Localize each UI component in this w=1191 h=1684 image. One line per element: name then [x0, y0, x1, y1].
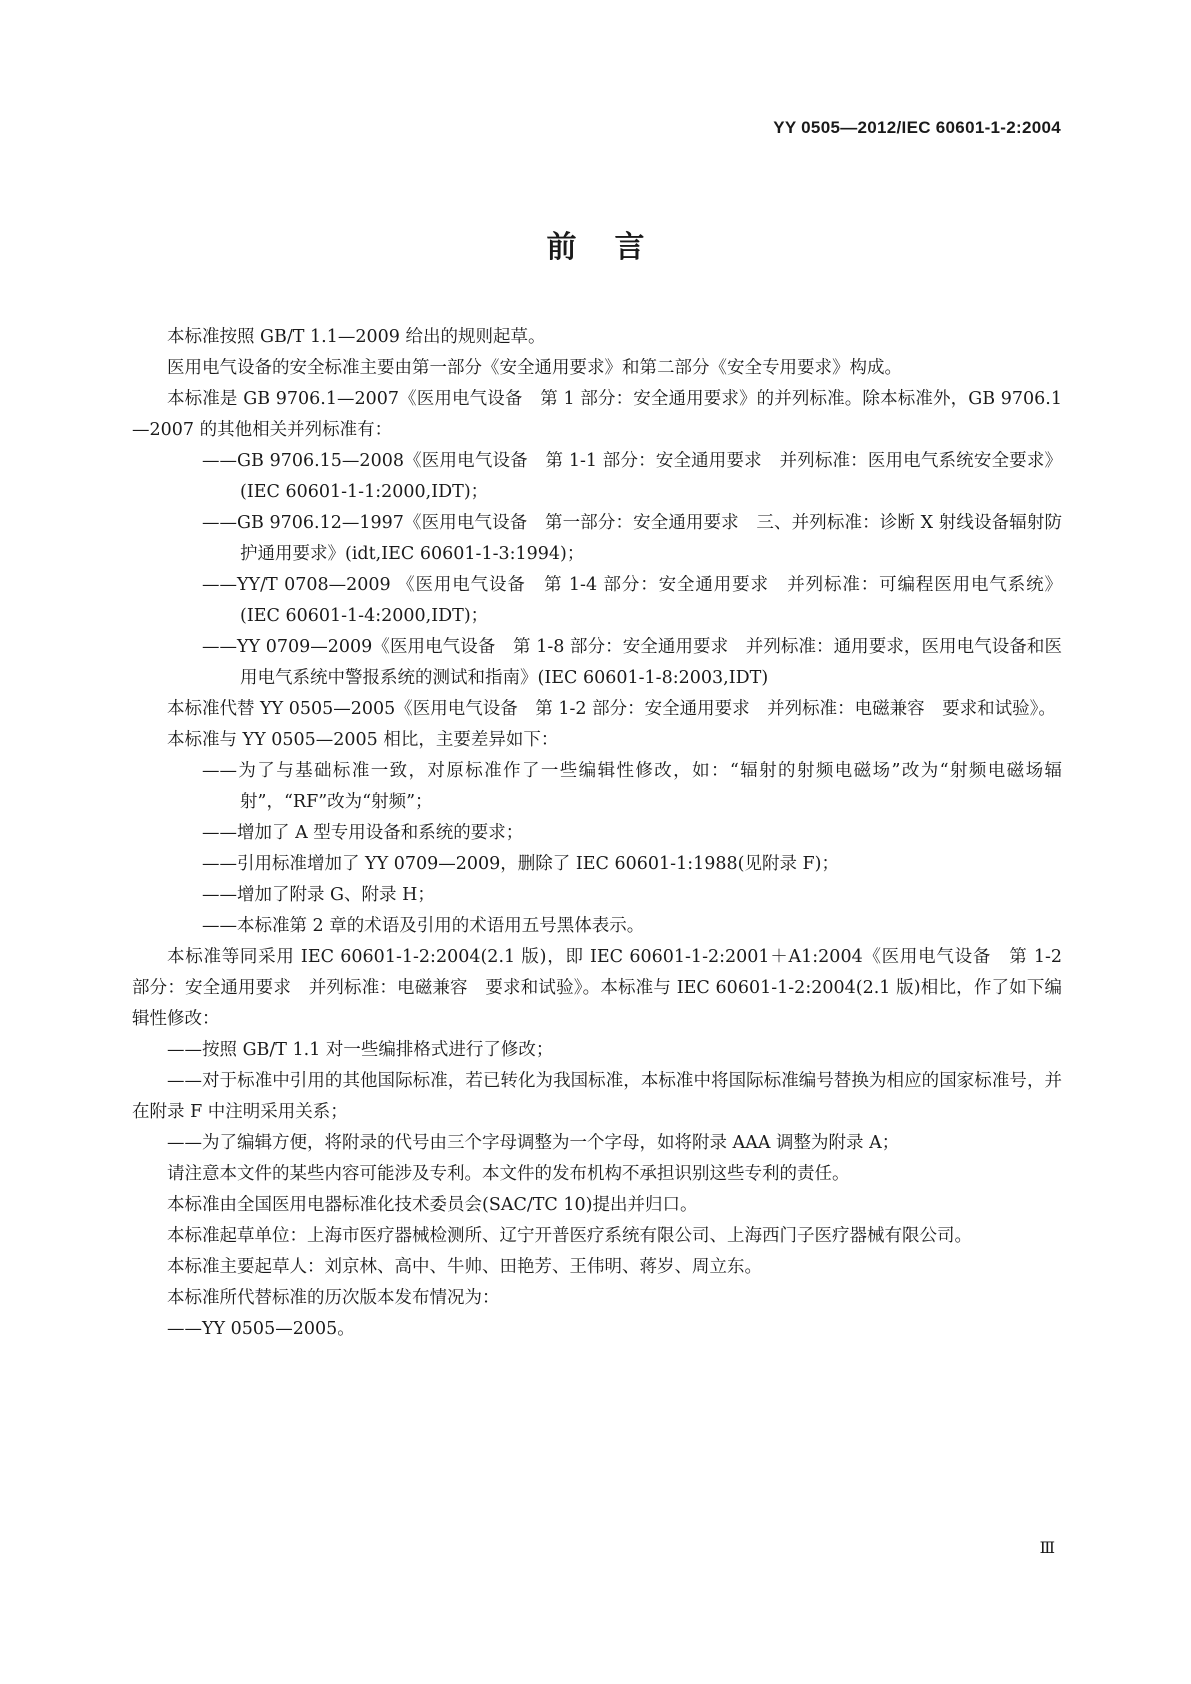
paragraph: 本标准是 GB 9706.1—2007《医用电气设备 第 1 部分：安全通用要求》的并列标准。除本标准外，GB 9706.1—2007 的其他相关并列标准有：	[132, 389, 1062, 440]
document-body	[132, 322, 1062, 1345]
paragraph: ——对于标准中引用的其他国际标准，若已转化为我国标准，本标准中将国际标准编号替换为相应的国家标准号，并在附录 F 中注明采用关系；	[132, 1071, 1062, 1122]
paragraph: 本标准代替 YY 0505—2005《医用电气设备 第 1-2 部分：安全通用要求 并列标准：电磁兼容 要求和试验》。	[167, 699, 1056, 719]
paragraph: 本标准按照 GB/T 1.1—2009 给出的规则起草。	[167, 327, 546, 347]
list-item: ——增加了 A 型专用设备和系统的要求；	[202, 823, 524, 843]
page-number: Ⅲ	[1039, 1538, 1055, 1557]
list-item: ——GB 9706.12—1997《医用电气设备 第一部分：安全通用要求 三、并列标准：诊断 X 射线设备辐射防护通用要求》(idt,IEC 60601-1-3:1994)；	[202, 513, 1062, 564]
paragraph: 本标准主要起草人：刘京林、高中、牛帅、田艳芳、王伟明、蒋岁、周立东。	[167, 1257, 762, 1277]
list-item: ——YY/T 0708—2009 《医用电气设备 第 1-4 部分：安全通用要求 并列标准：可编程医用电气系统》(IEC 60601-1-4:2000,IDT)；	[202, 575, 1062, 626]
paragraph: 本标准起草单位：上海市医疗器械检测所、辽宁开普医疗系统有限公司、上海西门子医疗器械有限公司。	[167, 1226, 972, 1246]
paragraph: 请注意本文件的某些内容可能涉及专利。本文件的发布机构不承担识别这些专利的责任。	[167, 1164, 850, 1184]
list-item: ——为了与基础标准一致，对原标准作了一些编辑性修改，如：“辐射的射频电磁场”改为“射频电磁场辐射”，“RF”改为“射频”；	[202, 761, 1062, 812]
paragraph: 本标准由全国医用电器标准化技术委员会(SAC/TC 10)提出并归口。	[167, 1195, 698, 1215]
paragraph: 本标准等同采用 IEC 60601-1-2:2004(2.1 版)，即 IEC 60601-1-2:2001＋A1:2004《医用电气设备 第 1-2 部分：安全通用要求 并列标准：电磁兼容 要求和试验》。本标准与 IEC 60601-1-2:2004(2.1 版)相比，作了如下编辑性修改：	[132, 947, 1062, 1029]
paragraph: 本标准与 YY 0505—2005 相比，主要差异如下：	[167, 730, 559, 750]
list-item: ——本标准第 2 章的术语及引用的术语用五号黑体表示。	[202, 916, 645, 936]
paragraph: ——YY 0505—2005。	[167, 1319, 355, 1339]
paragraph: 本标准所代替标准的历次版本发布情况为：	[167, 1288, 500, 1308]
list-item: ——YY 0709—2009《医用电气设备 第 1-8 部分：安全通用要求 并列标准：通用要求，医用电气设备和医用电气系统中警报系统的测试和指南》(IEC 60601-1-8:2003,IDT)	[202, 637, 1062, 688]
list-item: ——GB 9706.15—2008《医用电气设备 第 1-1 部分：安全通用要求 并列标准：医用电气系统安全要求》(IEC 60601-1-1:2000,IDT)；	[202, 451, 1062, 502]
page-title: 前言	[546, 230, 683, 265]
standard-code-header: YY 0505—2012/IEC 60601-1-2:2004	[773, 118, 1061, 137]
list-item: ——增加了附录 G、附录 H；	[202, 885, 435, 905]
list-item: ——引用标准增加了 YY 0709—2009，删除了 IEC 60601-1:1988(见附录 F)；	[202, 854, 840, 874]
paragraph: ——为了编辑方便，将附录的代号由三个字母调整为一个字母，如将附录 AAA 调整为附录 A；	[167, 1133, 900, 1153]
paragraph: ——按照 GB/T 1.1 对一些编排格式进行了修改；	[167, 1040, 554, 1060]
paragraph: 医用电气设备的安全标准主要由第一部分《安全通用要求》和第二部分《安全专用要求》构成。	[167, 358, 902, 378]
